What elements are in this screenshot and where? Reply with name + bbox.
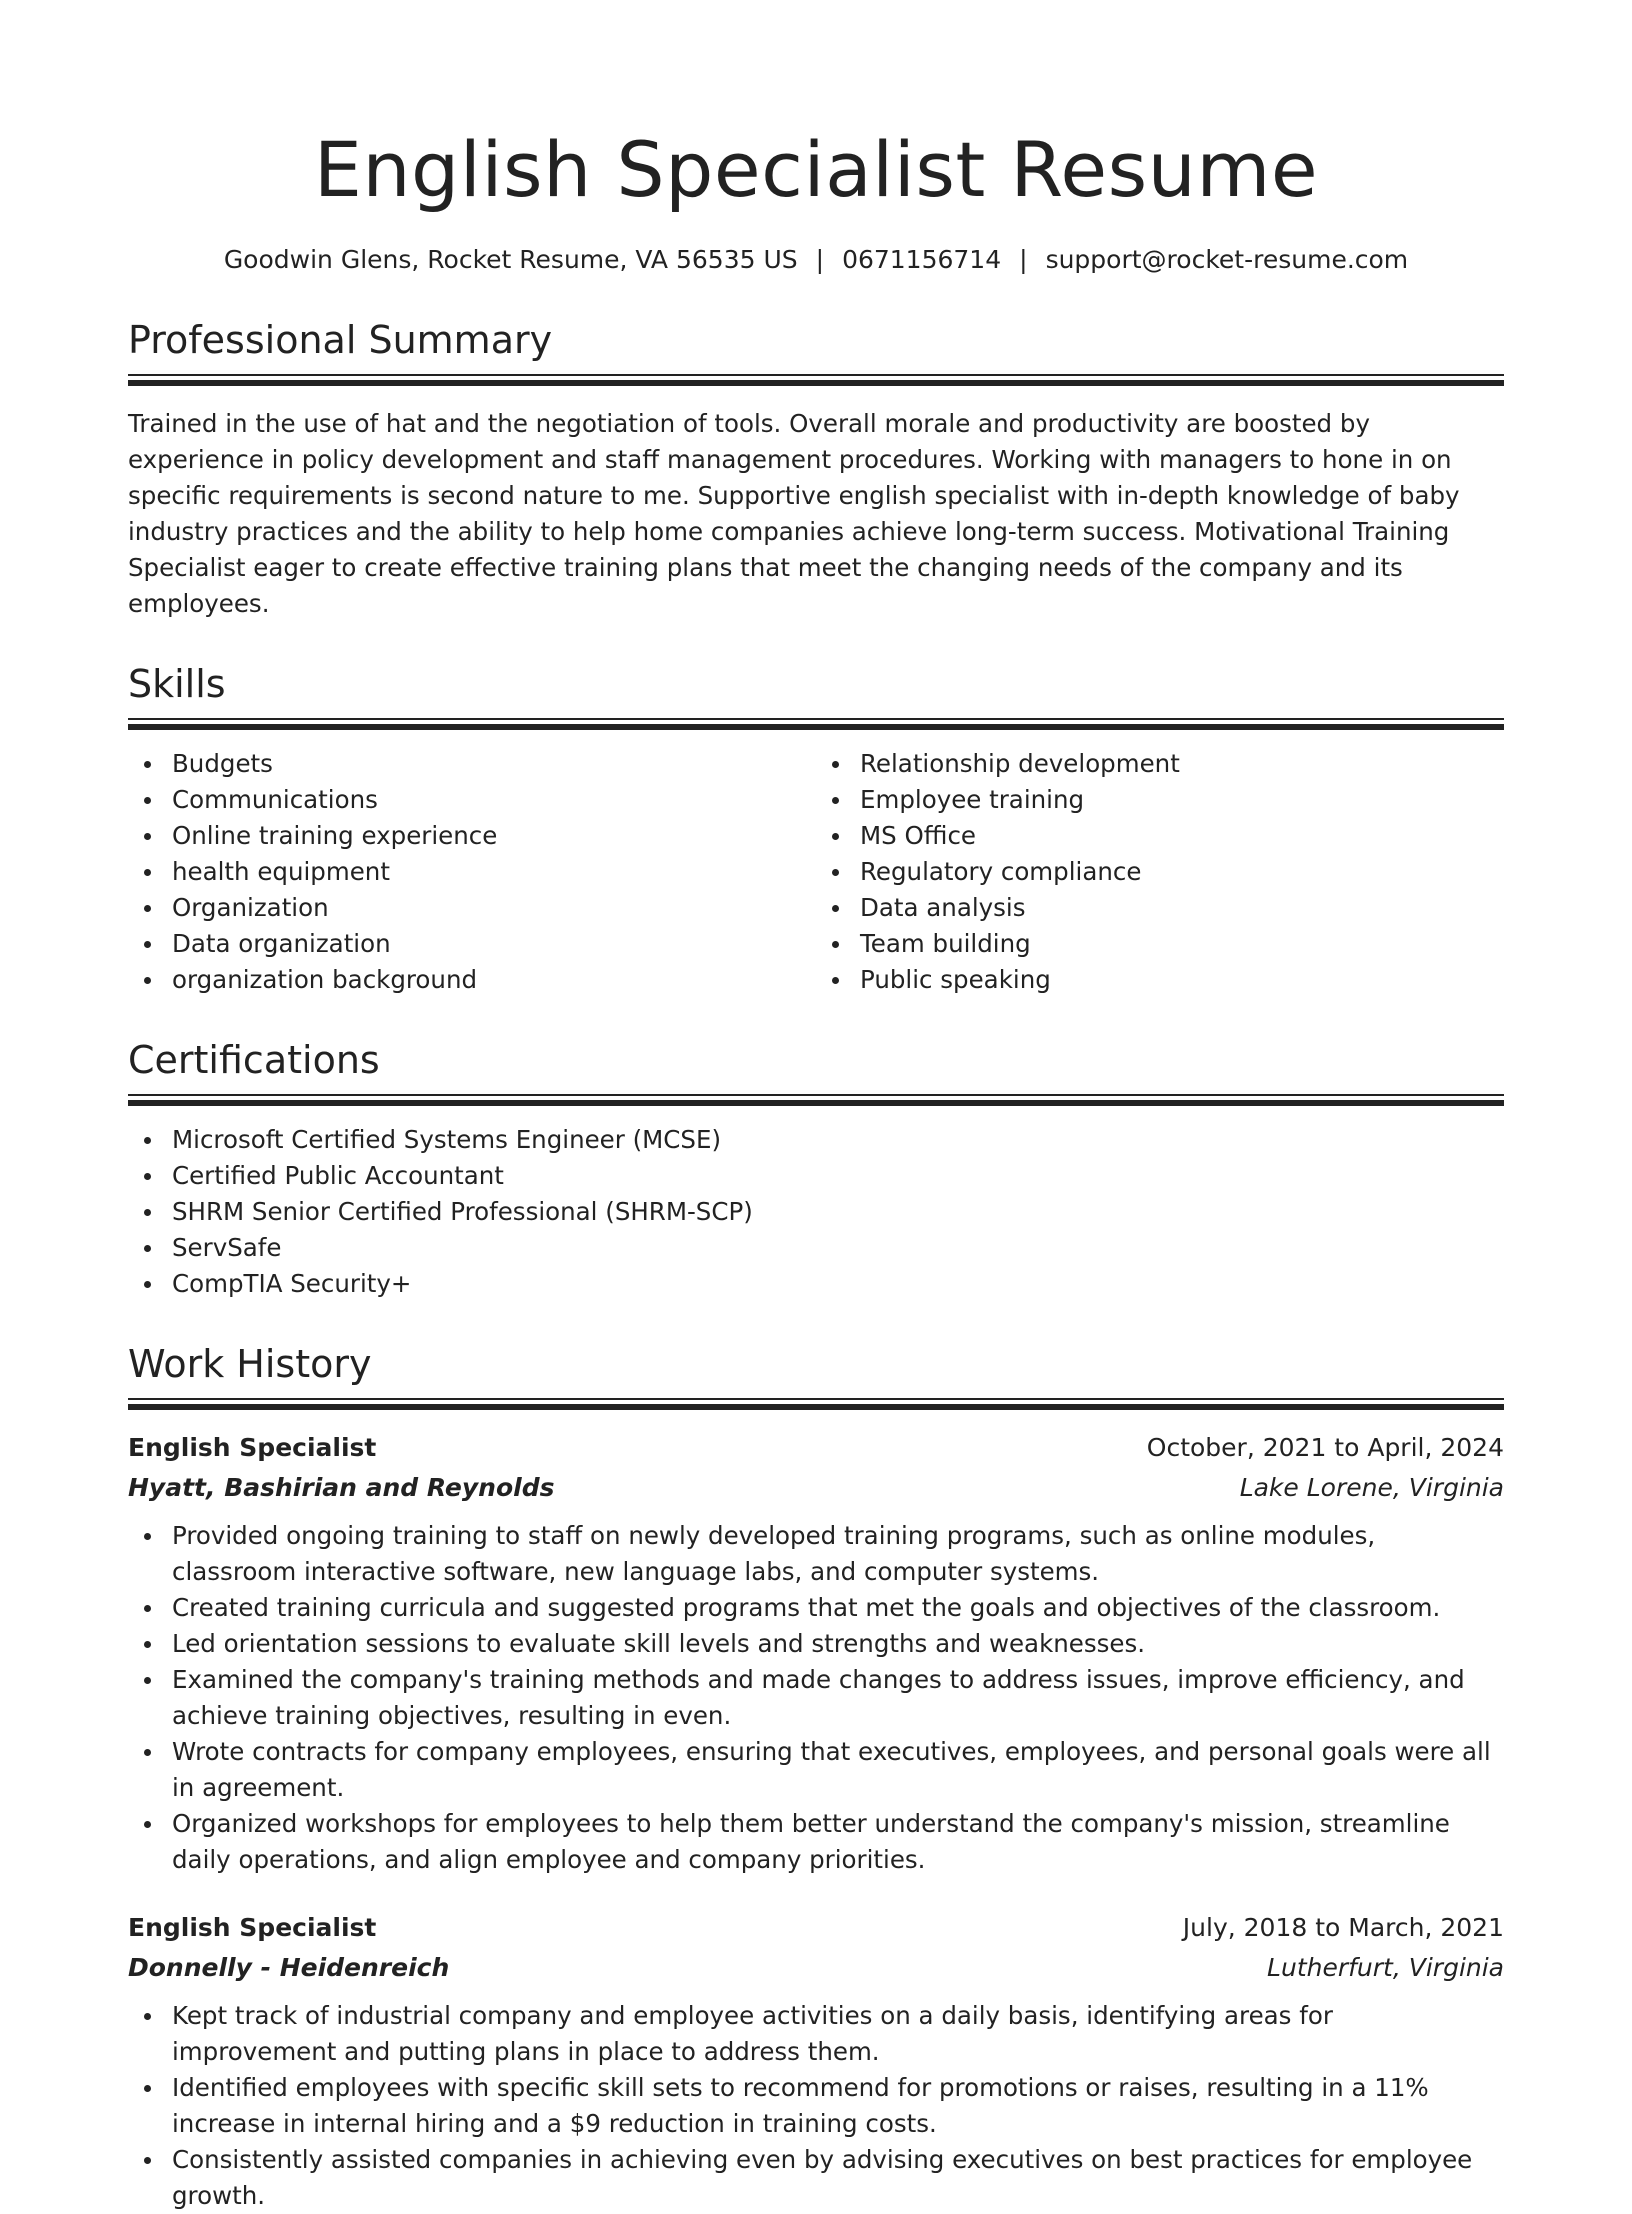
job-entry [128, 1908, 1504, 2214]
section-divider [128, 1094, 1504, 1106]
contact-address: Goodwin Glens, Rocket Resume, VA 56535 US [223, 245, 798, 274]
job-company: Hyatt, Bashirian and Reynolds [128, 1473, 555, 1502]
job-duty-item: Examined the company's training methods and made changes to address issues, improve efficiency, and achieve training objectives, resulting in even. [172, 1662, 1504, 1734]
job-subheader-row [128, 1948, 1504, 1988]
section-heading: Professional Summary [128, 318, 553, 362]
job-header-row [128, 1908, 1504, 1948]
certification-item: Microsoft Certified Systems Engineer (MCSE) [172, 1122, 1504, 1158]
skill-item: Employee training [860, 782, 1504, 818]
job-duty-item: Created training curricula and suggested programs that met the goals and objectives of the classroom. [172, 1590, 1504, 1626]
job-header-row [128, 1428, 1504, 1468]
certification-item: Certified Public Accountant [172, 1158, 1504, 1194]
skill-item: Online training experience [172, 818, 816, 854]
job-dates: July, 2018 to March, 2021 [1182, 1913, 1504, 1942]
job-location: Lutherfurt, Virginia [1267, 1953, 1504, 1982]
skill-item: Regulatory compliance [860, 854, 1504, 890]
skill-item: Public speaking [860, 962, 1504, 998]
job-title: English Specialist [128, 1913, 377, 1942]
section-professional-summary [128, 314, 1504, 622]
skill-item: Relationship development [860, 746, 1504, 782]
summary-text: Trained in the use of hat and the negotiation of tools. Overall morale and productivity are boosted by experience in policy development and staff management procedures. Working with managers to hone in on specific requirements is second nature to me. Supportive english specialist with in-depth knowledge of baby industry practices and the ability to help home companies achieve long-term success. Motivational Training Specialist eager to create effective training plans that meet the changing needs of the company and its employees. [128, 409, 1460, 618]
contact-email[interactable]: support@rocket-resume.com [1045, 245, 1409, 274]
contact-phone: 0671156714 [842, 245, 1002, 274]
skill-item: Team building [860, 926, 1504, 962]
section-divider [128, 1398, 1504, 1410]
job-duty-item: Identified employees with specific skill sets to recommend for promotions or raises, resulting in a 11% increase in internal hiring and a $9 reduction in training costs. [172, 2070, 1504, 2142]
section-divider [128, 374, 1504, 386]
contact-line [128, 242, 1504, 278]
section-heading: Skills [128, 662, 226, 706]
job-dates: October, 2021 to April, 2024 [1146, 1433, 1504, 1462]
job-duties-list [128, 1998, 1504, 2214]
skill-item: MS Office [860, 818, 1504, 854]
resume-content [128, 0, 1504, 2214]
section-skills [128, 658, 1504, 998]
certification-item: ServSafe [172, 1230, 1504, 1266]
job-duties-list [128, 1518, 1504, 1878]
skill-item: health equipment [172, 854, 816, 890]
skill-item: Organization [172, 890, 816, 926]
contact-separator: | [1019, 245, 1028, 274]
job-subheader-row [128, 1468, 1504, 1508]
job-entry [128, 1428, 1504, 1878]
contact-separator: | [815, 245, 825, 274]
job-duty-item: Consistently assisted companies in achieving even by advising executives on best practices for employee growth. [172, 2142, 1504, 2214]
skills-column-left [128, 746, 816, 998]
job-company: Donnelly - Heidenreich [128, 1953, 450, 1982]
skills-column-right [816, 746, 1504, 998]
certification-item: SHRM Senior Certified Professional (SHRM-SCP) [172, 1194, 1504, 1230]
skill-item: organization background [172, 962, 816, 998]
job-duty-item: Organized workshops for employees to help them better understand the company's mission, streamline daily operations, and align employee and company priorities. [172, 1806, 1504, 1878]
job-duty-item: Led orientation sessions to evaluate skill levels and strengths and weaknesses. [172, 1626, 1504, 1662]
job-duty-item: Wrote contracts for company employees, ensuring that executives, employees, and personal goals were all in agreement. [172, 1734, 1504, 1806]
skill-item: Communications [172, 782, 816, 818]
job-duty-item: Provided ongoing training to staff on newly developed training programs, such as online modules, classroom interactive software, new language labs, and computer systems. [172, 1518, 1504, 1590]
skill-item: Budgets [172, 746, 816, 782]
job-location: Lake Lorene, Virginia [1239, 1473, 1504, 1502]
skill-item: Data analysis [860, 890, 1504, 926]
skill-item: Data organization [172, 926, 816, 962]
job-duty-item: Kept track of industrial company and employee activities on a daily basis, identifying areas for improvement and putting plans in place to address them. [172, 1998, 1504, 2070]
skills-grid [128, 746, 1504, 998]
section-certifications [128, 1034, 1504, 1302]
section-heading: Work History [128, 1342, 372, 1386]
resume-title: English Specialist Resume [313, 125, 1319, 214]
section-heading: Certifications [128, 1038, 380, 1082]
certifications-list [128, 1122, 1504, 1302]
section-work-history [128, 1338, 1504, 2214]
certification-item: CompTIA Security+ [172, 1266, 1504, 1302]
job-title: English Specialist [128, 1433, 377, 1462]
section-divider [128, 718, 1504, 730]
